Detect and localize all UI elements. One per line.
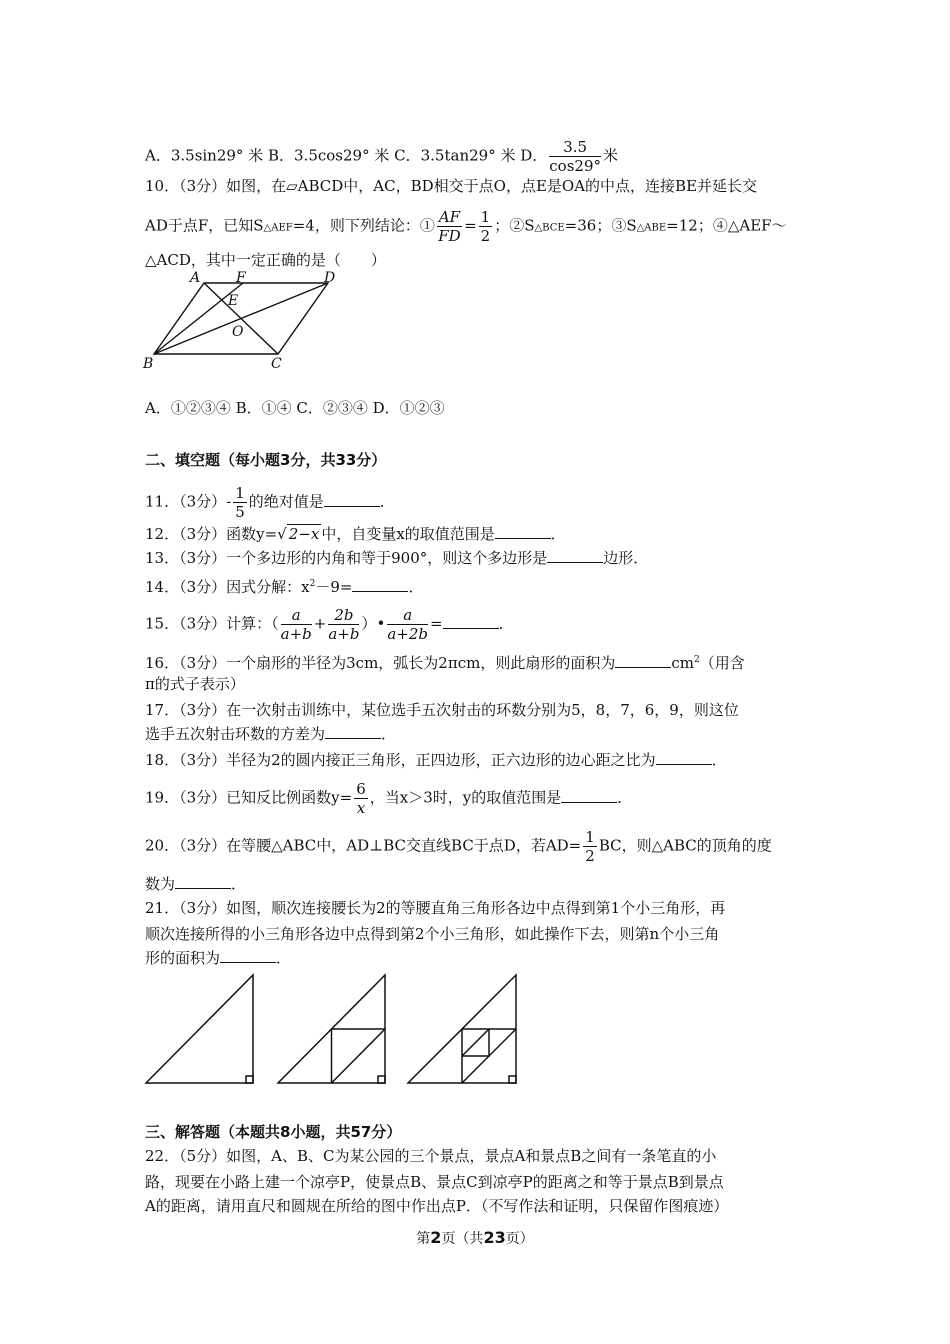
q22-line1: 22．（5分）如图，A、B、C为某公园的三个景点，景点A和景点B之间有一条笔直的小 [145, 1147, 717, 1165]
q21-line3: 形的面积为 ． [145, 949, 292, 967]
label-c: C [271, 356, 282, 372]
label-a: A [190, 270, 201, 286]
q15-fraction-3: $\frac{a}{a+2b}$ [387, 606, 428, 643]
q10-fraction-af-fd: $\frac{AF}{FD}$ [438, 208, 461, 245]
label-o: O [232, 324, 244, 340]
answer-blank [561, 788, 617, 803]
q9-d-fraction: $\frac{3.5}{\cos 29^\circ}$ [549, 138, 601, 175]
q15-fraction-1: $\frac{a}{a+b}$ [280, 606, 312, 643]
section3-title: 三、解答题（本题共8小题，共57分） [145, 1123, 402, 1141]
answer-blank [495, 524, 551, 539]
section2-title: 二、填空题（每小题3分，共33分） [145, 451, 387, 469]
q10-fraction-half: $\frac{1}{2}$ [480, 208, 491, 245]
label-d: D [324, 270, 336, 286]
q21-line1: 21．（3分）如图，顺次连接腰长为2的等腰直角三角形各边中点得到第1个小三角形，再 [145, 899, 726, 917]
q12: 12．（3分）函数y=√ 2−x 中，自变量x的取值范围是 ． [145, 525, 566, 543]
q22-line3: A的距离，请用直尺和圆规在所给的图中作出点P．（不写作法和证明，只保留作图痕迹） [145, 1197, 729, 1215]
q15: 15．（3分）计算：（ $\frac{a}{a+b}$ + $\frac{2b}{a+b}$ ）• $\frac{a}{a+2b}$ = ． [145, 606, 514, 643]
q22-line2: 路，现要在小路上建一个凉亭P，使景点B、景点C到凉亭P的距离之和等于景点B到景点 [145, 1173, 724, 1191]
q20-fraction: $\frac{1}{2}$ [585, 828, 595, 865]
q10-options: A．①②③④ B．①④ C．②③④ D．①②③ [145, 399, 445, 417]
q17-line2: 选手五次射击环数的方差为 ． [145, 725, 397, 743]
q20-line2: 数为 ． [145, 875, 247, 893]
q10-line2: AD于点F，已知S△AEF=4，则下列结论：① $\frac{AF}{FD}$ = $\frac{1}{2}$ ；②S△BCE=36；③S△ABE=12；④△AEF～ [145, 208, 787, 245]
answer-blank [443, 614, 499, 629]
answer-blank [175, 874, 231, 889]
q16-line2: π的式子表示） [145, 675, 245, 693]
parallelogram-figure [140, 268, 340, 374]
page-number: 2 [430, 1228, 442, 1247]
label-e: E [228, 293, 239, 309]
q19: 19．（3分）已知反比例函数y= $\frac{6}{x}$ ，当x＞3时，y的取值范围是 ． [145, 780, 633, 817]
answer-blank [325, 724, 381, 739]
q17-line1: 17．（3分）在一次射击训练中，某位选手五次射击的环数分别为5，8，7，6，9，则这位 [145, 701, 739, 719]
q9-options: A．3.5sin29° 米 B．3.5cos29° 米 C．3.5tan29° 米 D． $\frac{3.5}{\cos 29^\circ}$ 米 [145, 138, 619, 175]
answer-blank [324, 492, 380, 507]
q10-line1: 10．（3分）如图，在▱ABCD中，AC，BD相交于点O，点E是OA的中点，连接BE并延长交 [145, 177, 758, 195]
q21-line2: 顺次连接所得的小三角形各边中点得到第2个小三角形，如此操作下去，则第n个小三角 [145, 925, 720, 943]
q11-fraction: $\frac{1}{5}$ [235, 484, 245, 521]
q18: 18．（3分）半径为2的圆内接正三角形，正四边形，正六边形的边心距之比为 ． [145, 751, 727, 769]
q11: 11．（3分）- $\frac{1}{5}$ 的绝对值是 ． [145, 484, 395, 521]
q20-line1: 20．（3分）在等腰△ABC中，AD⊥BC交直线BC于点D，若AD= $\frac{1}{2}$ BC，则△ABC的顶角的度 [145, 828, 772, 865]
answer-blank [547, 548, 603, 563]
answer-blank [656, 750, 712, 765]
answer-blank [352, 577, 408, 592]
triangle-figures [140, 966, 530, 1090]
q19-fraction: $\frac{6}{x}$ [356, 780, 366, 817]
q14: 14．（3分）因式分解：$x^2-9=$ ． [145, 578, 424, 596]
q10-line3: △ACD，其中一定正确的是（ ） [145, 251, 386, 269]
answer-blank [220, 948, 276, 963]
page-total: 23 [483, 1228, 506, 1247]
page-footer: 第2页（共23页） [416, 1228, 534, 1247]
label-f: F [236, 270, 246, 286]
answer-blank [615, 653, 671, 668]
q15-fraction-2: $\frac{2b}{a+b}$ [328, 606, 360, 643]
q16-line1: 16．（3分）一个扇形的半径为3cm，弧长为2πcm，则此扇形的面积为 $cm^2$（用含 [145, 654, 745, 672]
q13: 13．（3分）一个多边形的内角和等于900°，则这个多边形是 边形． [145, 549, 649, 567]
label-b: B [143, 356, 154, 372]
